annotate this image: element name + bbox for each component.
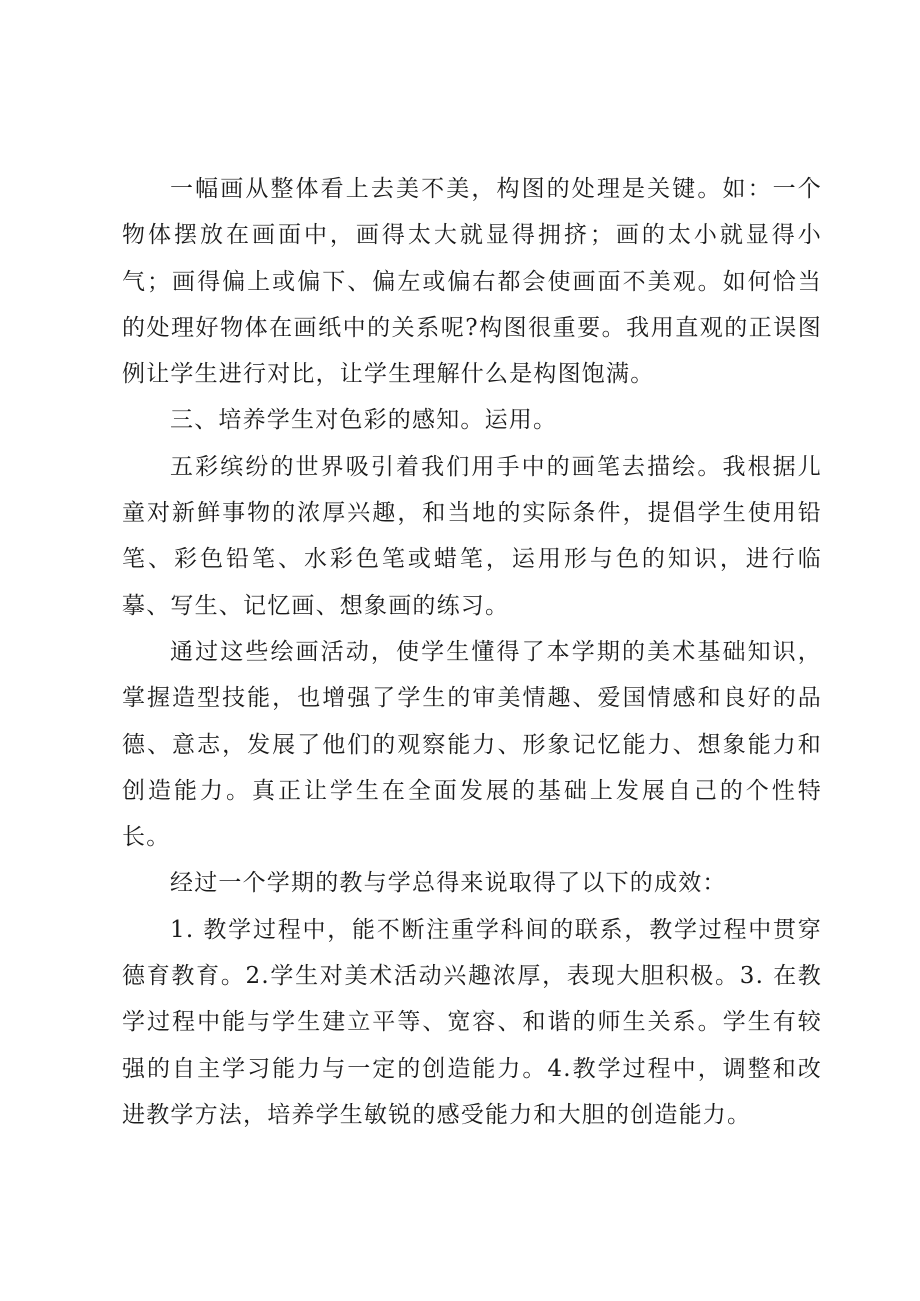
document-body xyxy=(122,166,822,1138)
paragraph-color-world: 五彩缤纷的世界吸引着我们用手中的画笔去描绘。我根据儿童对新鲜事物的浓厚兴趣，和当地的实际条件，提倡学生使用铅笔、彩色铅笔、水彩色笔或蜡笔，运用形与色的知识，进行临摹、写生、记忆画、想象画的练习。 xyxy=(122,453,822,619)
paragraph-composition: 一幅画从整体看上去美不美，构图的处理是关键。如：一个物体摆放在画面中，画得太大就显得拥挤；画的太小就显得小气；画得偏上或偏下、偏左或偏右都会使画面不美观。如何恰当的处理好物体在画纸中的关系呢?构图很重要。我用直观的正误图例让学生进行对比，让学生理解什么是构图饱满。 xyxy=(122,176,822,388)
paragraph-drawing-activities: 通过这些绘画活动，使学生懂得了本学期的美术基础知识，掌握造型技能，也增强了学生的审美情趣、爱国情感和良好的品德、意志，发展了他们的观察能力、形象记忆能力、想象能力和创造能力。真正让学生在全面发展的基础上发展自己的个性特长。 xyxy=(122,638,822,851)
section-heading-color: 三、培养学生对色彩的感知。运用。 xyxy=(170,407,558,434)
paragraph-results-list: 1. 教学过程中，能不断注重学科间的联系，教学过程中贯穿德育教育。2.学生对美术活动兴趣浓厚，表现大胆积极。3. 在教学过程中能与学生建立平等、宽容、和谐的师生关系。学生有较强的自主学习能力与一定的创造能力。4.教学过程中，调整和改进教学方法，培养学生敏锐的感受能力和大胆的创造能力。 xyxy=(122,916,822,1128)
paragraph-results-intro: 经过一个学期的教与学总得来说取得了以下的成效： xyxy=(170,870,727,897)
